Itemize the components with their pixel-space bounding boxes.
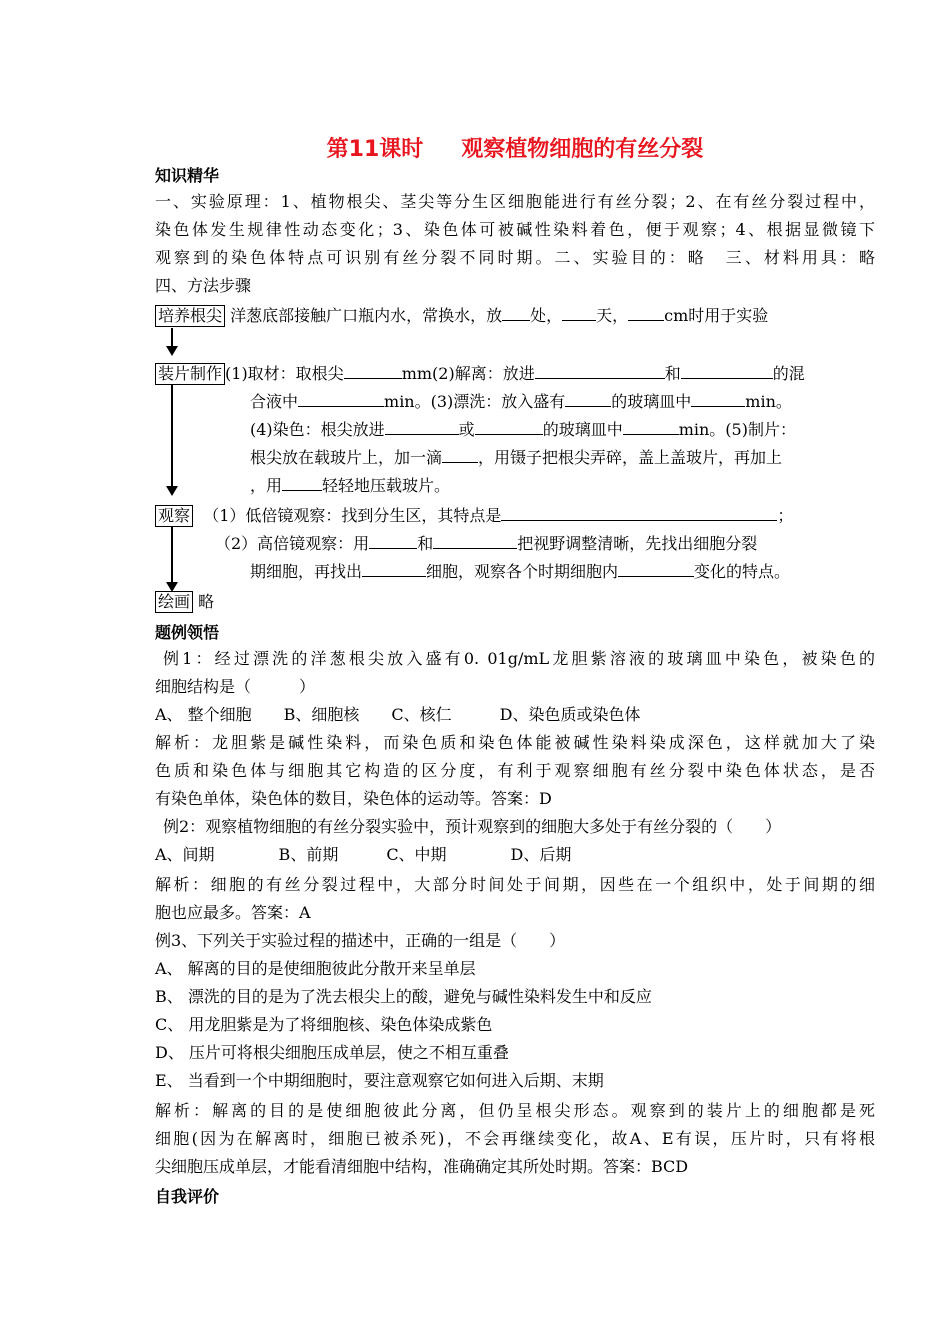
step-text: mm(2)解离：放进 [401,364,535,383]
example3-option-e: E、 当看到一个中期细胞时，要注意观察它如何进入后期、末期 [155,1071,604,1090]
fill-blank [442,445,478,463]
example1-options: A、 整个细胞 B、细胞核 C、核仁 D、染色质或染色体 [155,705,641,724]
fill-blank [298,389,384,407]
fill-blank [344,361,402,379]
fill-blank [282,473,322,491]
step-box-draw: 绘画 [155,591,193,613]
step-text: min。 [745,392,792,411]
example2-options: A、间期 B、前期 C、中期 D、后期 [155,845,572,864]
step-text: 轻轻地压载玻片。 [322,476,451,495]
step-text: 和 [417,534,434,553]
step-text: 或 [458,420,475,439]
step-text: 合液中 [250,392,299,411]
fill-blank [618,559,694,577]
page-title [0,132,950,163]
step-text: min。(5)制片： [678,420,796,439]
principle-line-4: 四、方法步骤 [155,276,252,295]
step-prep-line-1 [155,360,875,388]
step-box-culture: 培养根尖 [155,305,225,327]
fill-blank [535,361,665,379]
fill-blank [562,303,596,321]
step-text: ，用 [250,476,283,495]
step-text: 变化的特点。 [694,562,791,581]
fill-blank [502,303,530,321]
example3-option-c: C、 用龙胆紫是为了将细胞核、染色体染成紫色 [155,1015,493,1034]
step-prep-line-2 [250,388,875,416]
step-prep-line-3 [250,416,875,444]
fill-blank [475,417,543,435]
example3-question: 例3、下列关于实验过程的描述中，正确的一组是（ ） [155,931,566,950]
example1-question-1: 例1：经过漂洗的洋葱根尖放入盛有0. 01g/mL龙胆紫溶液的玻璃皿中染色，被染色的 [163,649,875,668]
section-knowledge: 知识精华 [155,166,220,185]
fill-blank [369,531,417,549]
step-draw [155,588,875,616]
lesson-topic: 观察植物细胞的有丝分裂 [461,137,704,162]
step-text: (4)染色：根尖放进 [250,420,385,439]
step-text: ，用镊子把根尖弄碎，盖上盖玻片，再加上 [478,448,783,467]
step-box-observe: 观察 [155,505,193,527]
example3-option-d: D、 压片可将根尖细胞压成单层，使之不相互重叠 [155,1043,509,1062]
step-prep-line-5 [250,472,875,500]
example1-analysis-1: 解析：龙胆紫是碱性染料，而染色质和染色体能被碱性染料染成深色，这样就加大了染 [155,733,875,752]
principle-line-1: 一、实验原理：1、植物根尖、茎尖等分生区细胞能进行有丝分裂；2、在有丝分裂过程中， [155,192,875,211]
example1-analysis-2: 色质和染色体与细胞其它构造的区分度，有利于观察细胞有丝分裂中染色体状态，是否 [155,761,875,780]
step-text: 把视野调整清晰，先找出细胞分裂 [517,534,758,553]
example3-analysis-3: 尖细胞压成单层，才能看清细胞中结构，准确确定其所处时期。答案：BCD [155,1157,689,1176]
step-text: 根尖放在载玻片上，加一滴 [250,448,443,467]
fill-blank [628,303,664,321]
fill-blank [691,389,745,407]
section-examples: 题例领悟 [155,623,220,642]
step-observe-line-2 [215,530,935,558]
example3-analysis-1: 解析：解离的目的是使细胞彼此分离，但仍呈根尖形态。观察到的装片上的细胞都是死 [155,1101,875,1120]
fill-blank [362,559,426,577]
principle-line-2: 染色体发生规律性动态变化；3、染色体可被碱性染料着色，便于观察；4、根据显微镜下 [155,220,875,239]
fill-blank [433,531,517,549]
step-text: min。(3)漂洗：放入盛有 [384,392,566,411]
section-self-eval: 自我评价 [155,1187,220,1206]
step-observe-line-3 [250,558,875,586]
step-text: cm时用于实验 [664,306,769,325]
example2-analysis-1: 解析：细胞的有丝分裂过程中，大部分时间处于间期，因些在一个组织中，处于间期的细 [155,875,875,894]
step-text: 的玻璃皿中 [542,420,623,439]
example3-option-b: B、 漂洗的目的是为了洗去根尖上的酸，避免与碱性染料发生中和反应 [155,987,652,1006]
step-text: （2）高倍镜观察：用 [215,534,370,553]
step-text: (1)取材：取根尖 [225,364,344,383]
step-text: 细胞，观察各个时期细胞内 [426,562,619,581]
step-text: 的混 [772,364,805,383]
example1-question-2: 细胞结构是（ ） [155,677,316,696]
step-text: 期细胞，再找出 [250,562,363,581]
step-culture [155,302,875,330]
step-text: 的玻璃皿中 [611,392,692,411]
step-text: 略 [198,592,215,611]
example1-analysis-3: 有染色单体，染色体的数目，染色体的运动等。答案：D [155,789,552,808]
lesson-number: 第11课时 [326,137,424,162]
step-box-prep: 装片制作 [155,363,225,385]
step-prep-line-4 [250,444,875,472]
example3-option-a: A、 解离的目的是使细胞彼此分散开来呈单层 [155,959,476,978]
step-text: ； [777,506,794,525]
fill-blank [385,417,459,435]
step-text: 处， [530,306,563,325]
fill-blank [681,361,773,379]
step-text: 天， [596,306,629,325]
principle-line-3: 观察到的染色体特点可识别有丝分裂不同时期。二、实验目的：略 三、材料用具：略 [155,248,875,267]
example2-question: 例2：观察植物细胞的有丝分裂实验中，预计观察到的细胞大多处于有丝分裂的（ ） [163,817,782,836]
step-text: 和 [664,364,681,383]
step-text: （1）低倍镜观察：找到分生区，其特点是 [203,506,502,525]
step-observe-line-1 [155,502,875,530]
example2-analysis-2: 胞也应最多。答案：A [155,903,311,922]
step-text: 洋葱底部接触广口瓶内水，常换水，放 [230,306,503,325]
fill-blank [501,503,777,521]
fill-blank [565,389,611,407]
fill-blank [623,417,679,435]
example3-analysis-2: 细胞(因为在解离时，细胞已被杀死)，不会再继续变化，故A、E有误，压片时，只有将根 [155,1129,875,1148]
